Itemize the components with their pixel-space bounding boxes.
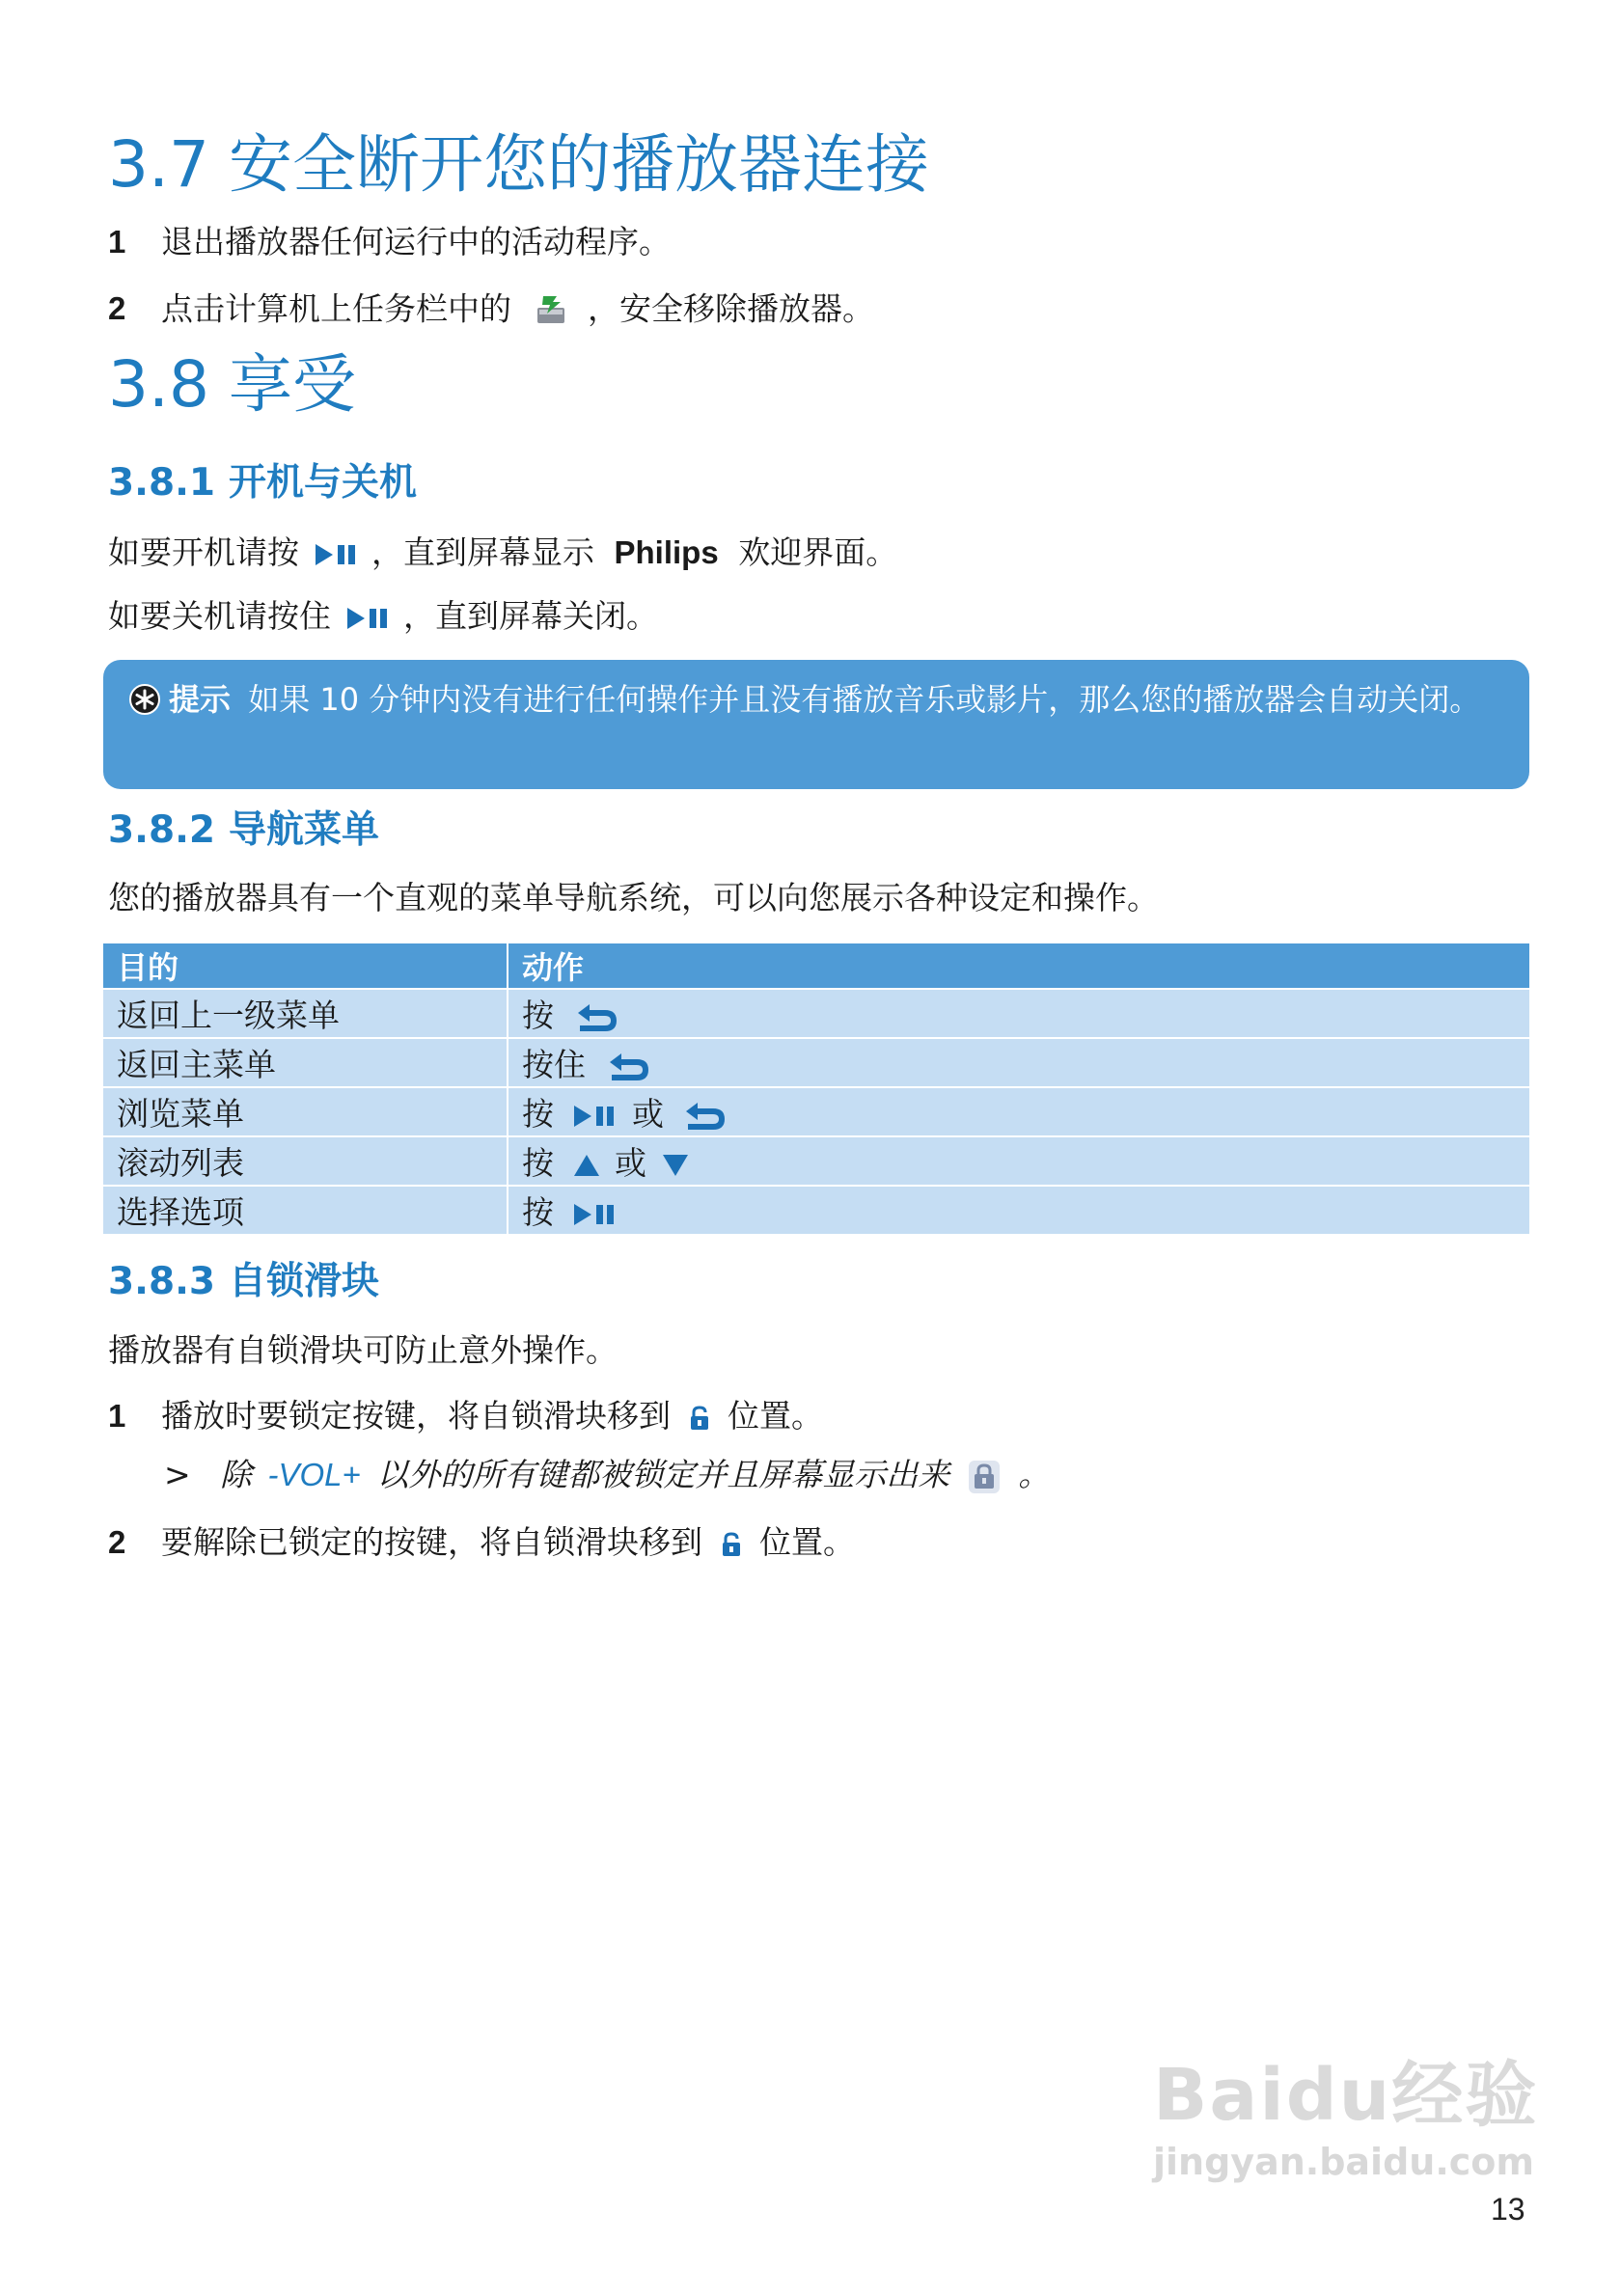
header-purpose: 目的 xyxy=(103,943,508,989)
baidu-watermark xyxy=(1153,2054,1539,2183)
section-number: 3.8.1 xyxy=(108,461,216,505)
lock-icon xyxy=(689,1405,710,1432)
table-row xyxy=(103,1087,1529,1136)
power-on-paragraph: 如要开机请按 ，直到屏幕显示 Philips 欢迎界面。 xyxy=(108,533,898,571)
back-icon xyxy=(678,1100,730,1133)
section-title: 安全断开您的播放器连接 xyxy=(229,127,929,202)
step-text: 退出播放器任何运行中的活动程序。 xyxy=(161,223,671,260)
section-number: 3.7 xyxy=(108,127,209,202)
table-row xyxy=(103,1038,1529,1087)
purpose-cell: 浏览菜单 xyxy=(103,1087,508,1136)
section-title: 自锁滑块 xyxy=(229,1260,380,1303)
play-pause-icon xyxy=(343,605,392,632)
action-cell: 按 xyxy=(508,989,1529,1038)
lock-step-2: 2 要解除已锁定的按键，将自锁滑块移到 位置。 xyxy=(108,1523,855,1561)
table-row xyxy=(103,1136,1529,1186)
section-number: 3.8.3 xyxy=(108,1260,216,1303)
step-2 xyxy=(108,289,1459,335)
section-3-8-1-heading xyxy=(108,461,418,505)
unlock-icon xyxy=(721,1531,742,1558)
watermark-url: jingyan.baidu.com xyxy=(1153,2141,1534,2183)
section-number: 3.8.2 xyxy=(108,808,216,852)
tip-label: 提示 xyxy=(169,681,232,718)
step-number: 2 xyxy=(108,1524,126,1560)
purpose-cell: 选择选项 xyxy=(103,1186,508,1234)
purpose-cell: 返回主菜单 xyxy=(103,1038,508,1087)
table-row xyxy=(103,1186,1529,1234)
step-number: 1 xyxy=(108,1398,126,1434)
action-cell: 按 xyxy=(508,1186,1529,1234)
play-pause-icon xyxy=(570,1201,618,1228)
navigation-table xyxy=(103,943,1529,1234)
lock-result: > 除 -VOL+ 以外的所有键都被锁定并且屏幕显示出来 。 xyxy=(164,1456,1051,1493)
lock-screen-icon xyxy=(968,1460,1001,1494)
step-number: 1 xyxy=(108,224,126,260)
back-icon xyxy=(602,1051,654,1083)
section-title: 导航菜单 xyxy=(229,808,380,852)
section-title: 开机与关机 xyxy=(229,461,418,505)
table-row xyxy=(103,989,1529,1038)
purpose-cell: 滚动列表 xyxy=(103,1136,508,1186)
section-number: 3.8 xyxy=(108,347,209,422)
back-icon xyxy=(570,1001,622,1034)
up-arrow-icon xyxy=(572,1153,601,1178)
page-number: 13 xyxy=(1491,2192,1525,2227)
step-1 xyxy=(108,223,1459,264)
section-3-8-heading xyxy=(108,347,356,422)
lock-step-1: 1 播放时要锁定按键，将自锁滑块移到 位置。 xyxy=(108,1397,823,1435)
lock-slider-intro: 播放器有自锁滑块可防止意外操作。 xyxy=(108,1331,618,1369)
tip-star-icon xyxy=(128,683,161,716)
result-marker: > xyxy=(164,1456,191,1493)
vol-label: -VOL+ xyxy=(267,1457,361,1492)
section-3-8-3-heading xyxy=(108,1260,380,1303)
step-text-before: 点击计算机上任务栏中的 xyxy=(161,289,511,328)
action-cell: 按住 xyxy=(508,1038,1529,1087)
navigation-intro: 您的播放器具有一个直观的菜单导航系统，可以向您展示各种设定和操作。 xyxy=(108,879,1159,916)
play-pause-icon xyxy=(570,1103,618,1130)
header-action: 动作 xyxy=(508,943,1529,989)
power-off-paragraph: 如要关机请按住 ，直到屏幕关闭。 xyxy=(108,597,658,635)
tip-text: 如果 10 分钟内没有进行任何操作并且没有播放音乐或影片，那么您的播放器会自动关闭。 xyxy=(248,681,1481,718)
section-3-8-2-heading xyxy=(108,808,380,852)
watermark-logo: Baidu经验 xyxy=(1153,2054,1539,2137)
table-header-row xyxy=(103,943,1529,989)
safely-remove-hardware-icon xyxy=(534,292,572,329)
brand-name: Philips xyxy=(614,534,719,570)
play-pause-icon xyxy=(312,541,360,568)
tip-box xyxy=(103,660,1529,789)
section-title: 享受 xyxy=(229,347,356,422)
down-arrow-icon xyxy=(661,1153,690,1178)
step-text-after: ，安全移除播放器。 xyxy=(588,289,874,328)
action-cell: 按 或 xyxy=(508,1136,1529,1186)
section-3-7-heading xyxy=(108,127,929,202)
purpose-cell: 返回上一级菜单 xyxy=(103,989,508,1038)
step-number: 2 xyxy=(108,290,126,326)
action-cell: 按 或 xyxy=(508,1087,1529,1136)
